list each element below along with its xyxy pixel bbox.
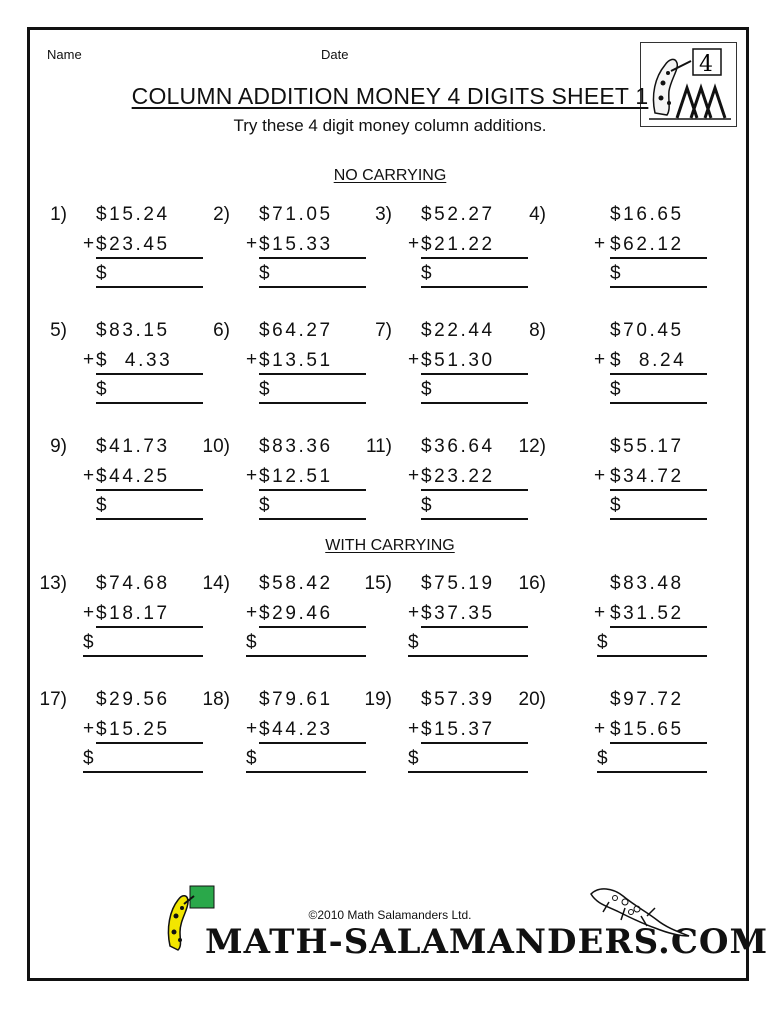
addend-bottom: $15.25 bbox=[96, 718, 203, 744]
addend-bottom: $44.25 bbox=[96, 465, 203, 491]
problem bbox=[30, 689, 195, 769]
problem-number: 14) bbox=[202, 573, 230, 594]
addend-top: $79.61 bbox=[259, 689, 333, 710]
addend-bottom: $23.45 bbox=[96, 233, 203, 259]
problem bbox=[355, 320, 520, 400]
answer-field[interactable]: $ bbox=[246, 631, 366, 657]
addend-top: $64.27 bbox=[259, 320, 333, 341]
problem bbox=[355, 436, 520, 516]
addend-top: $83.15 bbox=[96, 320, 170, 341]
answer-field[interactable]: $ bbox=[246, 747, 366, 773]
plus-sign: + bbox=[83, 349, 95, 370]
problem bbox=[355, 573, 520, 653]
addend-top: $74.68 bbox=[96, 573, 170, 594]
plus-sign: + bbox=[594, 718, 606, 739]
plus-sign: + bbox=[83, 718, 95, 739]
plus-sign: + bbox=[246, 349, 258, 370]
problem bbox=[515, 436, 684, 516]
answer-field[interactable]: $ bbox=[83, 747, 203, 773]
problem-number: 20) bbox=[518, 689, 546, 710]
answer-field[interactable]: $ bbox=[408, 747, 528, 773]
plus-sign: + bbox=[594, 465, 606, 486]
answer-field[interactable]: $ bbox=[421, 378, 528, 404]
addend-bottom: $ 8.24 bbox=[610, 349, 707, 375]
addend-top: $58.42 bbox=[259, 573, 333, 594]
answer-field[interactable]: $ bbox=[259, 494, 366, 520]
plus-sign: + bbox=[246, 465, 258, 486]
problem bbox=[30, 204, 195, 284]
problem-number: 16) bbox=[518, 573, 546, 594]
answer-field[interactable]: $ bbox=[597, 747, 707, 773]
addend-top: $75.19 bbox=[421, 573, 495, 594]
addend-bottom: $18.17 bbox=[96, 602, 203, 628]
problem bbox=[30, 573, 195, 653]
problem bbox=[30, 320, 195, 400]
plus-sign: + bbox=[408, 233, 420, 254]
problem-number: 4) bbox=[529, 204, 546, 225]
addend-top: $83.48 bbox=[610, 573, 684, 594]
problem bbox=[193, 573, 358, 653]
addend-bottom: $31.52 bbox=[610, 602, 707, 628]
plus-sign: + bbox=[83, 233, 95, 254]
plus-sign: + bbox=[408, 465, 420, 486]
addend-bottom: $15.37 bbox=[421, 718, 528, 744]
answer-field[interactable]: $ bbox=[421, 494, 528, 520]
plus-sign: + bbox=[246, 718, 258, 739]
answer-field[interactable]: $ bbox=[259, 262, 366, 288]
answer-field[interactable]: $ bbox=[83, 631, 203, 657]
plus-sign: + bbox=[594, 349, 606, 370]
problem-number: 19) bbox=[364, 689, 392, 710]
section-no-carrying: NO CARRYING bbox=[333, 167, 447, 184]
plus-sign: + bbox=[594, 233, 606, 254]
problem bbox=[193, 204, 358, 284]
addend-top: $15.24 bbox=[96, 204, 170, 225]
problem bbox=[515, 573, 684, 653]
plus-sign: + bbox=[408, 349, 420, 370]
answer-field[interactable]: $ bbox=[421, 262, 528, 288]
page-title: COLUMN ADDITION MONEY 4 DIGITS SHEET 1 bbox=[131, 83, 649, 109]
answer-field[interactable]: $ bbox=[96, 494, 203, 520]
problem bbox=[193, 320, 358, 400]
addend-bottom: $13.51 bbox=[259, 349, 366, 375]
date-label: Date bbox=[321, 47, 349, 62]
problem bbox=[30, 436, 195, 516]
addend-bottom: $15.33 bbox=[259, 233, 366, 259]
problem bbox=[515, 204, 684, 284]
problem-number: 2) bbox=[213, 204, 230, 225]
problem-number: 7) bbox=[375, 320, 392, 341]
brand-name: MATH-SALAMANDERS.COM bbox=[205, 922, 769, 962]
answer-field[interactable]: $ bbox=[259, 378, 366, 404]
addend-top: $52.27 bbox=[421, 204, 495, 225]
plus-sign: + bbox=[408, 602, 420, 623]
addend-top: $57.39 bbox=[421, 689, 495, 710]
problem bbox=[515, 689, 684, 769]
badge-number: 4 bbox=[699, 52, 713, 77]
addend-bottom: $23.22 bbox=[421, 465, 528, 491]
answer-field[interactable]: $ bbox=[597, 631, 707, 657]
problem-number: 15) bbox=[364, 573, 392, 594]
addend-bottom: $34.72 bbox=[610, 465, 707, 491]
addend-top: $83.36 bbox=[259, 436, 333, 457]
section-with-carrying: WITH CARRYING bbox=[325, 537, 455, 554]
answer-field[interactable]: $ bbox=[96, 262, 203, 288]
addend-top: $36.64 bbox=[421, 436, 495, 457]
problem bbox=[515, 320, 687, 400]
answer-field[interactable]: $ bbox=[96, 378, 203, 404]
addend-bottom: $62.12 bbox=[610, 233, 707, 259]
problem-number: 10) bbox=[202, 436, 230, 457]
problem-number: 3) bbox=[375, 204, 392, 225]
problem-number: 17) bbox=[39, 689, 67, 710]
problem-number: 6) bbox=[213, 320, 230, 341]
answer-field[interactable]: $ bbox=[610, 262, 707, 288]
page-subtitle: Try these 4 digit money column additions. bbox=[233, 116, 547, 135]
addend-top: $22.44 bbox=[421, 320, 495, 341]
problem-number: 1) bbox=[50, 204, 67, 225]
name-label: Name bbox=[47, 47, 82, 62]
plus-sign: + bbox=[83, 602, 95, 623]
problem-number: 18) bbox=[202, 689, 230, 710]
addend-bottom: $37.35 bbox=[421, 602, 528, 628]
plus-sign: + bbox=[246, 233, 258, 254]
addend-top: $41.73 bbox=[96, 436, 170, 457]
addend-bottom: $ 4.33 bbox=[96, 349, 203, 375]
problem-number: 13) bbox=[39, 573, 67, 594]
problem-number: 11) bbox=[365, 436, 392, 457]
answer-field[interactable]: $ bbox=[610, 378, 707, 404]
addend-top: $71.05 bbox=[259, 204, 333, 225]
problem-number: 5) bbox=[50, 320, 67, 341]
addend-bottom: $44.23 bbox=[259, 718, 366, 744]
plus-sign: + bbox=[408, 718, 420, 739]
addend-bottom: $21.22 bbox=[421, 233, 528, 259]
problem-number: 12) bbox=[518, 436, 546, 457]
answer-field[interactable]: $ bbox=[408, 631, 528, 657]
addend-top: $55.17 bbox=[610, 436, 684, 457]
addend-bottom: $15.65 bbox=[610, 718, 707, 744]
plus-sign: + bbox=[594, 602, 606, 623]
addend-top: $70.45 bbox=[610, 320, 684, 341]
answer-field[interactable]: $ bbox=[610, 494, 707, 520]
problem-number: 9) bbox=[50, 436, 67, 457]
salamander-drawing bbox=[585, 880, 695, 945]
addend-top: $97.72 bbox=[610, 689, 684, 710]
problem bbox=[193, 436, 358, 516]
problem-number: 8) bbox=[529, 320, 546, 341]
addend-bottom: $29.46 bbox=[259, 602, 366, 628]
addend-top: $29.56 bbox=[96, 689, 170, 710]
addend-bottom: $51.30 bbox=[421, 349, 528, 375]
copyright-text: ©2010 Math Salamanders Ltd. bbox=[308, 908, 472, 922]
addend-top: $16.65 bbox=[610, 204, 684, 225]
plus-sign: + bbox=[246, 602, 258, 623]
problem bbox=[355, 689, 520, 769]
plus-sign: + bbox=[83, 465, 95, 486]
problem bbox=[355, 204, 520, 284]
problem bbox=[193, 689, 358, 769]
addend-bottom: $12.51 bbox=[259, 465, 366, 491]
